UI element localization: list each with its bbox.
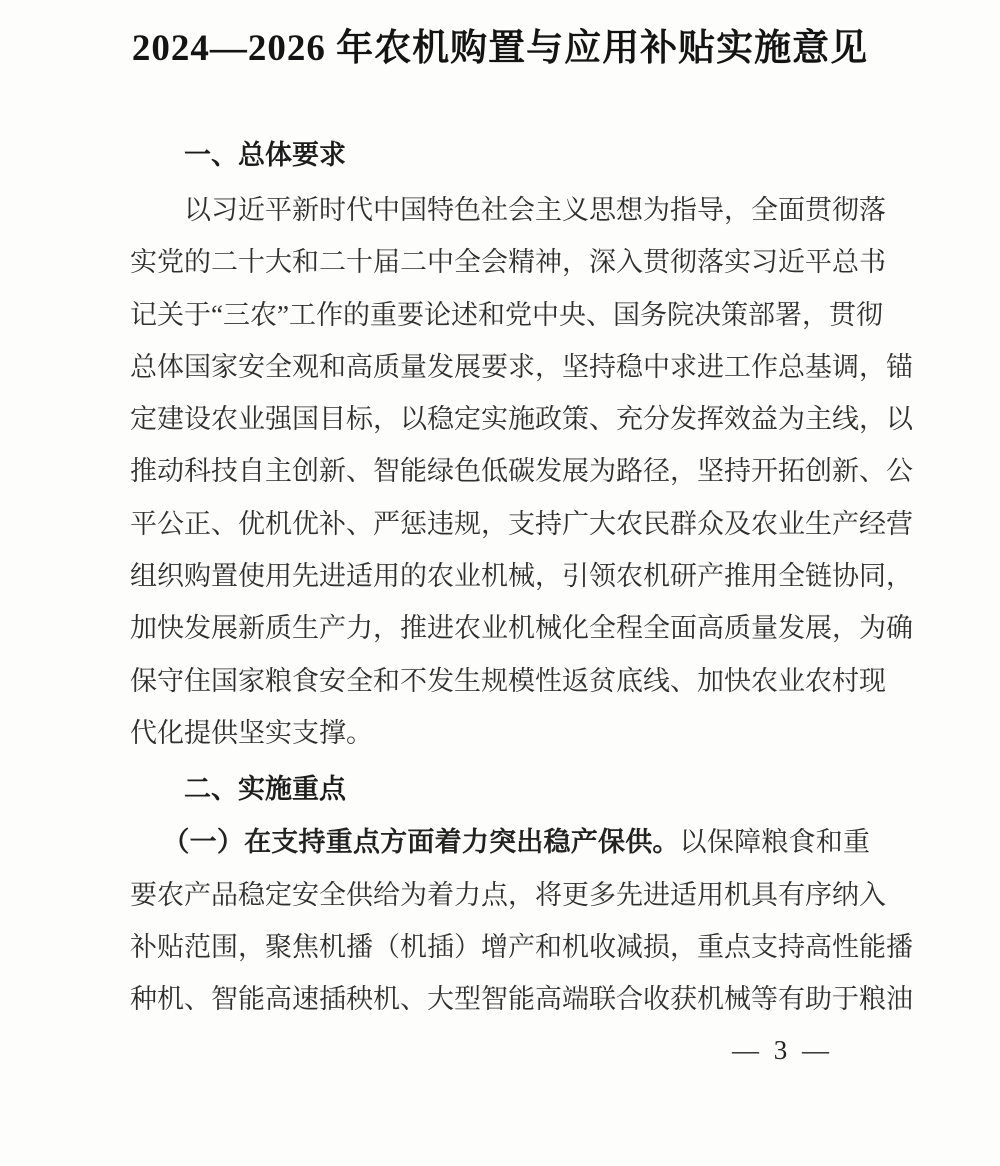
paragraph-line: 代化提供坚实支撑。 <box>130 717 373 748</box>
page-number: — 3 — <box>732 1035 833 1066</box>
paragraph-line <box>130 816 870 868</box>
section1-heading: 一、总体要求 <box>184 140 346 170</box>
paragraph-line: 总体国家安全观和高质量发展要求，坚持稳中求进工作总基调，锚 <box>130 351 913 382</box>
document-body <box>0 126 1000 1070</box>
paragraph-line: 保守住国家粮食安全和不发生规模性返贫底线、加快农业农村现 <box>130 665 886 696</box>
paragraph-line: 定建设农业强国目标，以稳定实施政策、充分发挥效益为主线，以 <box>130 404 913 435</box>
paragraph-lead-bold: （一）在支持重点方面着力突出稳产保供。 <box>162 827 680 858</box>
paragraph-line: 以习近平新时代中国特色社会主义思想为指导，全面贯彻落 <box>184 195 886 225</box>
paragraph-line: 种机、智能高速插秧机、大型智能高端联合收获机械等有助于粮油 <box>130 984 913 1015</box>
paragraph-line: 补贴范围，聚焦机播（机插）增产和机收减损，重点支持高性能播 <box>130 931 913 962</box>
paragraph-line: 组织购置使用先进适用的农业机械，引领农机研产推用全链协同， <box>130 561 913 592</box>
paragraph-line: 要农产品稳定安全供给为着力点，将更多先进适用机具有序纳入 <box>130 879 886 910</box>
document-title: 2024—2026 年农机购置与应用补贴实施意见 <box>131 28 869 69</box>
paragraph-lead-rest: 以保障粮食和重 <box>679 827 871 858</box>
paragraph-line: 记关于“三农”工作的重要论述和党中央、国务院决策部署，贯彻 <box>130 299 883 330</box>
paragraph-line: 加快发展新质生产力，推进农业机械化全程全面高质量发展，为确 <box>130 613 913 644</box>
paragraph-line: 实党的二十大和二十届二中全会精神，深入贯彻落实习近平总书 <box>130 247 886 278</box>
section2-heading: 二、实施重点 <box>184 774 346 805</box>
paragraph-line: 平公正、优机优补、严惩违规，支持广大农民群众及农业生产经营 <box>130 508 913 539</box>
paragraph-line: 推动科技自主创新、智能绿色低碳发展为路径，坚持开拓创新、公 <box>130 456 913 487</box>
